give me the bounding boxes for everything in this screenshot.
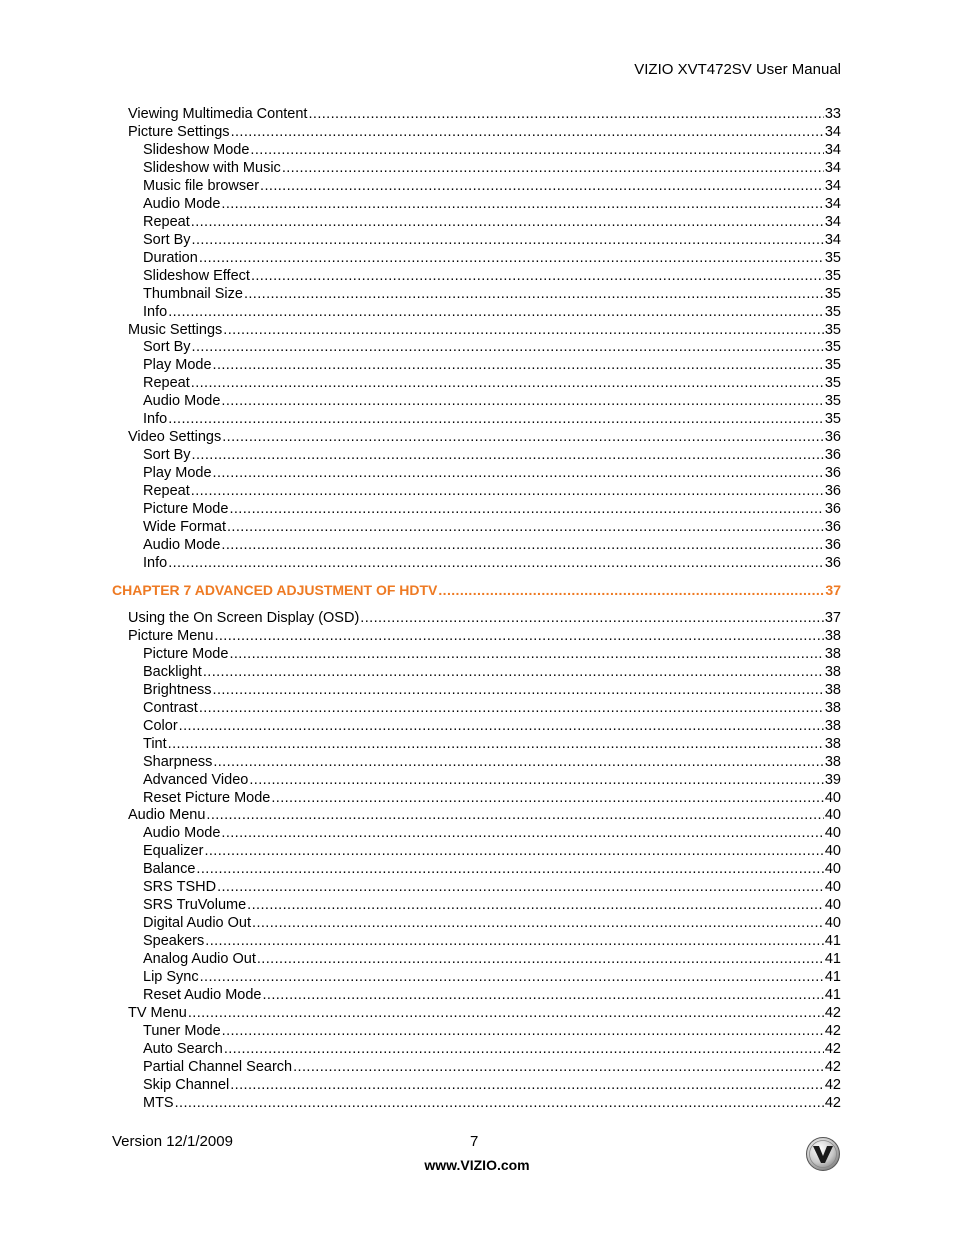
- toc-entry[interactable]: [128, 1004, 841, 1022]
- toc-entry-page: 34: [824, 159, 841, 176]
- toc-entry-page: 36: [824, 501, 841, 518]
- toc-entry-title: Tint: [143, 735, 167, 752]
- toc-entry-title: Sort By: [143, 339, 191, 356]
- toc-dot-leader: [230, 1076, 824, 1094]
- toc-entry-title: Analog Audio Out: [143, 951, 256, 968]
- toc-entry-title: Repeat: [143, 483, 190, 500]
- toc-entry-title: Advanced Video: [143, 771, 249, 788]
- toc-entry-title: Repeat: [143, 213, 190, 230]
- toc-entry-title: Color: [143, 717, 178, 734]
- toc-entry-page: 33: [824, 106, 841, 122]
- toc-entry[interactable]: [143, 914, 841, 932]
- toc-entry-title: Info: [143, 411, 168, 428]
- toc-entry-title: Skip Channel: [143, 1076, 230, 1093]
- toc-dot-leader: [229, 645, 823, 663]
- toc-entry-page: 35: [824, 393, 841, 410]
- toc-dot-leader: [249, 771, 824, 789]
- toc-entry[interactable]: [143, 392, 841, 410]
- toc-dot-leader: [293, 1058, 824, 1076]
- toc-entry[interactable]: [128, 627, 841, 645]
- toc-entry[interactable]: [143, 554, 841, 572]
- toc-entry-title: Lip Sync: [143, 969, 199, 986]
- toc-entry-title: Reset Audio Mode: [143, 987, 262, 1004]
- toc-entry-page: 41: [824, 951, 841, 968]
- toc-entry-title: Reset Picture Mode: [143, 789, 271, 806]
- toc-dot-leader: [263, 986, 824, 1004]
- toc-entry-title: MTS: [143, 1094, 174, 1111]
- toc-dot-leader: [214, 627, 823, 645]
- toc-entry-page: 40: [824, 843, 841, 860]
- toc-entry-page: 35: [824, 285, 841, 302]
- footer-version: Version 12/1/2009: [112, 1133, 233, 1150]
- toc-entry[interactable]: [143, 663, 841, 681]
- toc-dot-leader: [260, 177, 824, 195]
- toc-entry[interactable]: [143, 681, 841, 699]
- toc-entry[interactable]: [143, 141, 841, 159]
- toc-entry-page: 35: [824, 339, 841, 356]
- toc-entry[interactable]: [143, 717, 841, 735]
- toc-dot-leader: [308, 105, 823, 123]
- toc-entry[interactable]: [143, 735, 841, 753]
- toc-entry-page: 37: [825, 581, 841, 598]
- toc-entry-title: Speakers: [143, 933, 205, 950]
- toc-entry[interactable]: [143, 482, 841, 500]
- toc-entry-page: 36: [824, 447, 841, 464]
- toc-dot-leader: [252, 914, 824, 932]
- toc-entry-title: Picture Menu: [128, 627, 214, 644]
- toc-entry-page: 38: [824, 717, 841, 734]
- toc-dot-leader: [224, 1040, 824, 1058]
- toc-entry[interactable]: [143, 932, 841, 950]
- toc-dot-leader: [192, 338, 824, 356]
- toc-dot-leader: [231, 123, 824, 141]
- toc-entry[interactable]: [143, 285, 841, 303]
- toc-entry-title: Audio Mode: [143, 537, 221, 554]
- toc-dot-leader: [222, 1022, 824, 1040]
- toc-entry-title: Backlight: [143, 663, 202, 680]
- toc-dot-leader: [257, 950, 824, 968]
- toc-dot-leader: [196, 860, 823, 878]
- toc-entry-page: 34: [824, 195, 841, 212]
- toc-entry[interactable]: [143, 518, 841, 536]
- toc-entry[interactable]: [128, 428, 841, 446]
- toc-entry-title: Audio Mode: [143, 393, 221, 410]
- toc-entry-page: 38: [824, 735, 841, 752]
- toc-entry[interactable]: [143, 1076, 841, 1094]
- toc-entry[interactable]: [143, 645, 841, 663]
- toc-entry-page: 36: [824, 555, 841, 571]
- toc-entry[interactable]: [143, 249, 841, 267]
- toc-entry[interactable]: [143, 896, 841, 914]
- toc-entry-page: 34: [824, 141, 841, 158]
- toc-entry-title: Using the On Screen Display (OSD): [128, 609, 360, 626]
- toc-entry-title: Audio Mode: [143, 195, 221, 212]
- toc-entry-title: Audio Menu: [128, 807, 206, 824]
- toc-entry-title: Info: [143, 555, 168, 571]
- toc-dot-leader: [168, 735, 824, 753]
- toc-entry-page: 38: [824, 681, 841, 698]
- toc-dot-leader: [213, 681, 824, 699]
- toc-entry-title: Brightness: [143, 681, 212, 698]
- toc-entry-page: 42: [824, 1058, 841, 1075]
- toc-entry-page: 38: [824, 627, 841, 644]
- toc-entry[interactable]: [128, 123, 841, 141]
- toc-entry[interactable]: [143, 1058, 841, 1076]
- toc-entry-page: 35: [824, 303, 841, 320]
- toc-entry-page: 37: [824, 609, 841, 626]
- toc-entry-page: 38: [824, 645, 841, 662]
- toc-dot-leader: [206, 806, 823, 824]
- toc-dot-leader: [168, 303, 824, 321]
- toc-entry-page: 34: [824, 213, 841, 230]
- toc-entry-title: Thumbnail Size: [143, 285, 243, 302]
- toc-dot-leader: [213, 464, 824, 482]
- toc-entry[interactable]: [143, 177, 841, 195]
- toc-entry-page: 42: [824, 1040, 841, 1057]
- toc-entry-page: 35: [824, 321, 841, 338]
- toc-entry[interactable]: [143, 1022, 841, 1040]
- toc-entry-title: Sharpness: [143, 753, 213, 770]
- toc-chapter-entry[interactable]: [112, 581, 841, 599]
- toc-entry-title: Picture Mode: [143, 501, 229, 518]
- toc-entry-page: 39: [824, 771, 841, 788]
- toc-entry-title: Picture Settings: [128, 123, 230, 140]
- toc-entry[interactable]: [143, 842, 841, 860]
- toc-entry-title: Auto Search: [143, 1040, 223, 1057]
- toc-entry-title: Balance: [143, 861, 196, 878]
- toc-dot-leader: [217, 878, 824, 896]
- toc-dot-leader: [191, 374, 824, 392]
- toc-dot-leader: [271, 789, 824, 807]
- toc-dot-leader: [222, 428, 824, 446]
- toc-entry-page: 42: [824, 1076, 841, 1093]
- toc-entry-title: Contrast: [143, 699, 198, 716]
- toc-dot-leader: [438, 581, 824, 599]
- toc-entry-title: Slideshow with Music: [143, 159, 281, 176]
- toc-entry-page: 38: [824, 753, 841, 770]
- toc-entry[interactable]: [143, 410, 841, 428]
- toc-entry-title: Digital Audio Out: [143, 915, 252, 932]
- toc-dot-leader: [204, 842, 823, 860]
- toc-entry[interactable]: [143, 699, 841, 717]
- toc-entry[interactable]: [143, 753, 841, 771]
- toc-dot-leader: [221, 536, 823, 554]
- toc-entry[interactable]: [143, 356, 841, 374]
- toc-entry-title: Video Settings: [128, 429, 222, 446]
- toc-dot-leader: [192, 231, 824, 249]
- toc-entry-title: TV Menu: [128, 1005, 187, 1022]
- toc-dot-leader: [250, 141, 823, 159]
- toc-entry[interactable]: [143, 231, 841, 249]
- toc-dot-leader: [205, 932, 824, 950]
- toc-entry-page: 40: [824, 897, 841, 914]
- toc-entry-title: Play Mode: [143, 465, 212, 482]
- toc-entry-page: 41: [824, 969, 841, 986]
- toc-entry[interactable]: [143, 860, 841, 878]
- toc-entry-page: 35: [824, 267, 841, 284]
- toc-dot-leader: [244, 285, 824, 303]
- toc-dot-leader: [229, 500, 823, 518]
- toc-dot-leader: [203, 663, 824, 681]
- toc-entry-title: Slideshow Mode: [143, 141, 250, 158]
- toc-dot-leader: [360, 609, 824, 627]
- toc-entry-title: Viewing Multimedia Content: [128, 106, 308, 122]
- toc-entry-title: Tuner Mode: [143, 1023, 221, 1039]
- toc-entry-page: 40: [824, 879, 841, 896]
- toc-entry[interactable]: [143, 1040, 841, 1058]
- toc-entry-page: 40: [824, 825, 841, 842]
- toc-entry-page: 34: [824, 231, 841, 248]
- toc-dot-leader: [168, 554, 824, 572]
- toc-entry-title: Picture Mode: [143, 645, 229, 662]
- toc-entry[interactable]: [143, 500, 841, 518]
- toc-entry[interactable]: [143, 195, 841, 213]
- toc-dot-leader: [192, 446, 824, 464]
- toc-dot-leader: [175, 1094, 824, 1112]
- toc-dot-leader: [251, 267, 824, 285]
- toc-dot-leader: [168, 410, 824, 428]
- toc-entry-title: Audio Mode: [143, 825, 221, 842]
- toc-entry-page: 38: [824, 699, 841, 716]
- toc-entry-title: Duration: [143, 249, 198, 266]
- toc-entry-page: 36: [824, 483, 841, 500]
- toc-entry[interactable]: [143, 303, 841, 321]
- toc-entry-title: Music Settings: [128, 321, 223, 338]
- toc-dot-leader: [221, 824, 823, 842]
- vizio-v-logo-icon: [805, 1136, 841, 1172]
- footer-page-number: 7: [470, 1133, 479, 1150]
- toc-entry-title: Sort By: [143, 447, 191, 464]
- toc-entry-page: 35: [824, 357, 841, 374]
- toc-entry[interactable]: [143, 213, 841, 231]
- toc-entry[interactable]: [143, 771, 841, 789]
- toc-entry-title: SRS TSHD: [143, 879, 217, 896]
- toc-dot-leader: [223, 321, 824, 339]
- toc-entry-page: 40: [824, 861, 841, 878]
- toc-entry-title: Sort By: [143, 231, 191, 248]
- toc-entry-title: Info: [143, 303, 168, 320]
- toc-entry-title: Equalizer: [143, 843, 204, 860]
- toc-dot-leader: [191, 213, 824, 231]
- toc-entry[interactable]: [143, 159, 841, 177]
- toc-entry[interactable]: [143, 464, 841, 482]
- toc-entry[interactable]: [128, 321, 841, 339]
- toc-entry-page: 36: [824, 519, 841, 536]
- toc-entry-page: 41: [824, 987, 841, 1004]
- toc-entry-page: 35: [824, 249, 841, 266]
- toc-entry[interactable]: [143, 338, 841, 356]
- document-header-title: VIZIO XVT472SV User Manual: [634, 61, 841, 78]
- toc-entry[interactable]: [143, 1094, 841, 1112]
- toc-entry-title: Music file browser: [143, 177, 260, 194]
- toc-dot-leader: [227, 518, 824, 536]
- toc-entry-page: 40: [824, 789, 841, 806]
- toc-entry[interactable]: [143, 267, 841, 285]
- toc-dot-leader: [200, 968, 824, 986]
- toc-entry-title: Wide Format: [143, 519, 226, 536]
- footer-url: www.VIZIO.com: [424, 1157, 530, 1173]
- toc-dot-leader: [191, 482, 824, 500]
- toc-entry-page: 36: [824, 465, 841, 482]
- toc-dot-leader: [213, 356, 824, 374]
- toc-entry-page: 34: [824, 177, 841, 194]
- toc-entry[interactable]: [143, 950, 841, 968]
- toc-entry[interactable]: [128, 609, 841, 627]
- toc-entry[interactable]: [143, 789, 841, 807]
- toc-entry-title: Partial Channel Search: [143, 1058, 293, 1075]
- toc-entry[interactable]: [143, 536, 841, 554]
- toc-entry[interactable]: [143, 446, 841, 464]
- toc-dot-leader: [199, 249, 824, 267]
- toc-entry-page: 42: [824, 1094, 841, 1111]
- toc-entry-page: 35: [824, 411, 841, 428]
- toc-entry-page: 42: [824, 1023, 841, 1039]
- toc-entry-title: CHAPTER 7 ADVANCED ADJUSTMENT OF HDTV: [112, 581, 438, 598]
- toc-dot-leader: [247, 896, 824, 914]
- toc-entry[interactable]: [143, 968, 841, 986]
- toc-entry-page: 40: [824, 807, 841, 824]
- toc-entry-page: 36: [824, 537, 841, 554]
- toc-entry-page: 35: [824, 375, 841, 392]
- toc-entry-page: 38: [824, 663, 841, 680]
- toc-entry-page: 40: [824, 915, 841, 932]
- toc-entry-title: Slideshow Effect: [143, 267, 250, 284]
- toc-entry[interactable]: [143, 878, 841, 896]
- toc-entry-page: 41: [824, 933, 841, 950]
- toc-dot-leader: [213, 753, 824, 771]
- toc-dot-leader: [199, 699, 824, 717]
- toc-entry-page: 36: [824, 429, 841, 446]
- toc-entry-title: SRS TruVolume: [143, 897, 247, 914]
- toc-entry[interactable]: [143, 824, 841, 842]
- toc-entry[interactable]: [128, 105, 841, 123]
- toc-dot-leader: [221, 392, 823, 410]
- toc-entry[interactable]: [143, 986, 841, 1004]
- toc-entry[interactable]: [128, 806, 841, 824]
- toc-entry-page: 34: [824, 123, 841, 140]
- toc-entry-title: Play Mode: [143, 357, 212, 374]
- toc-entry[interactable]: [143, 374, 841, 392]
- toc-entry-page: 42: [824, 1005, 841, 1022]
- toc-dot-leader: [188, 1004, 824, 1022]
- toc-dot-leader: [179, 717, 824, 735]
- toc-entry-title: Repeat: [143, 375, 190, 392]
- toc-dot-leader: [221, 195, 823, 213]
- toc-dot-leader: [282, 159, 824, 177]
